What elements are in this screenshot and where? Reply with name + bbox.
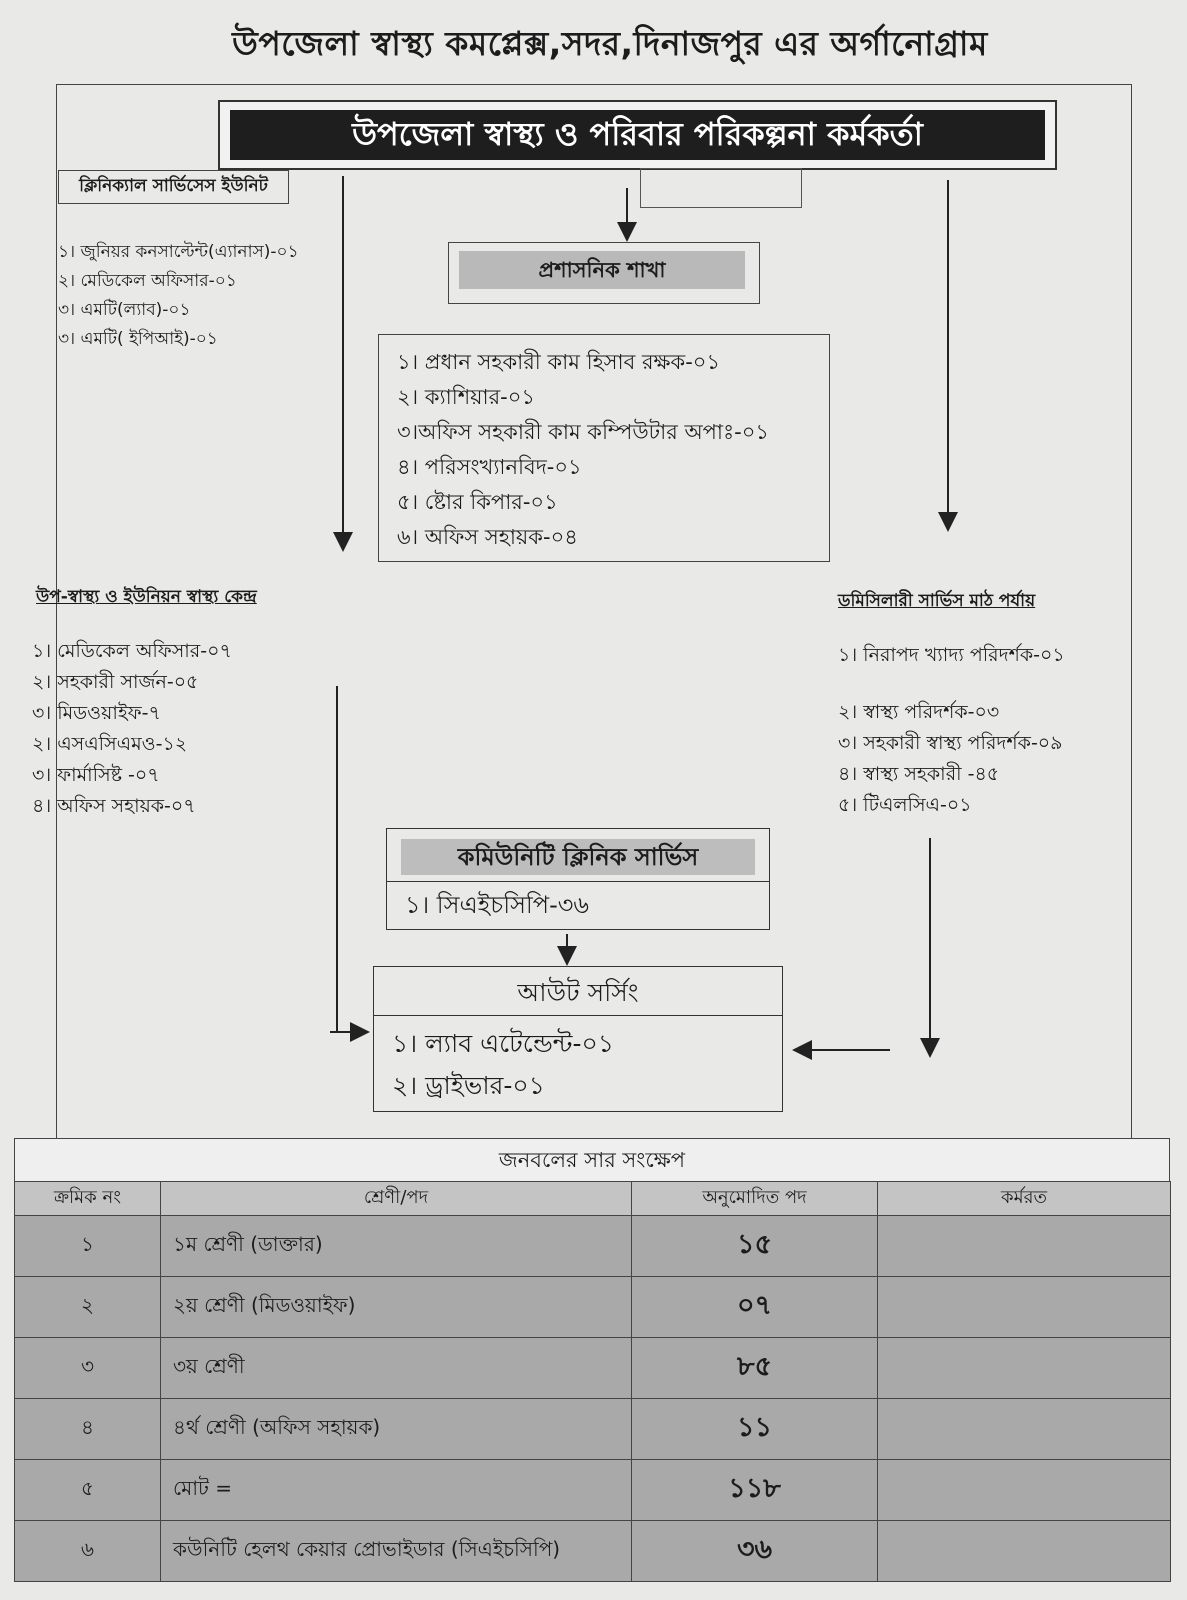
list-item: ৩। সহকারী স্বাস্থ্য পরিদর্শক-০৯ [838, 732, 1063, 754]
summary-title: জনবলের সার সংক্ষেপ [14, 1138, 1170, 1181]
list-item: ৩। এমটি( ইপিআই)-০১ [58, 329, 218, 349]
cell-serial: ৬ [15, 1521, 161, 1582]
list-item: ১। জুনিয়র কনসাল্টেন্ট(এ্যানাস)-০১ [58, 242, 299, 262]
list-item: ২। মেডিকেল অফিসার-০১ [58, 271, 237, 291]
table-row [15, 1460, 1171, 1521]
table-header-row [15, 1182, 1171, 1216]
cell-serial: ১ [15, 1216, 161, 1277]
cell-category: ১ম শ্রেণী (ডাক্তার) [161, 1216, 632, 1277]
list-item: ১। নিরাপদ খ্যাদ্য পরিদর্শক-০১ [838, 644, 1065, 666]
community-clinic-label: কমিউনিটি ক্লিনিক সার্ভিস [401, 839, 755, 875]
list-item: ৩।অফিস সহকারী কাম কম্পিউটার অপাঃ-০১ [397, 420, 770, 444]
cell-working [878, 1277, 1171, 1338]
cell-approved: ১৫ [632, 1216, 878, 1277]
table-row [15, 1521, 1171, 1582]
cell-working [878, 1460, 1171, 1521]
cell-category: মোট = [161, 1460, 632, 1521]
cell-serial: ৩ [15, 1338, 161, 1399]
list-item: ১। ল্যাব এটেন্ডেন্ট-০১ [392, 1029, 614, 1058]
list-item: ২। স্বাস্থ্য পরিদর্শক-০৩ [838, 701, 1000, 723]
list-item: ১। মেডিকেল অফিসার-০৭ [32, 640, 232, 662]
list-item: ২। সহকারী সার্জন-০৫ [32, 671, 199, 693]
cell-category: কউনিটি হেলথ কেয়ার প্রোভাইডার (সিএইচসিপি) [161, 1521, 632, 1582]
list-item: ২। ক্যাশিয়ার-০১ [397, 385, 536, 409]
cell-working [878, 1399, 1171, 1460]
outsourcing-label: আউট সর্সিং [517, 978, 639, 1007]
table-row [15, 1338, 1171, 1399]
list-item: ৩। এমটি(ল্যাব)-০১ [58, 300, 191, 320]
officer-title: উপজেলা স্বাস্থ্য ও পরিবার পরিকল্পনা কর্মকর্তা [230, 110, 1045, 160]
cell-serial: ২ [15, 1277, 161, 1338]
list-item: ৪। পরিসংখ্যানবিদ-০১ [397, 455, 582, 479]
page-title: উপজেলা স্বাস্থ্য কমপ্লেক্স,সদর,দিনাজপুর এর অর্গানোগ্রাম [232, 24, 988, 63]
table-row [15, 1277, 1171, 1338]
header-serial: ক্রমিক নং [15, 1182, 161, 1216]
list-item: ১। সিএইচসিপি-৩৬ [405, 891, 589, 919]
summary-table [14, 1138, 1170, 1582]
cell-working [878, 1521, 1171, 1582]
cell-working [878, 1216, 1171, 1277]
header-approved: অনুমোদিত পদ [632, 1182, 878, 1216]
sub-center-label: উপ-স্বাস্থ্য ও ইউনিয়ন স্বাস্থ্য কেন্দ্র [36, 587, 257, 607]
cell-approved: ৮৫ [632, 1338, 878, 1399]
admin-branch-label: প্রশাসনিক শাখা [459, 251, 745, 289]
cell-serial: ৫ [15, 1460, 161, 1521]
clinical-unit-label: ক্লিনিক্যাল সার্ভিসেস ইউনিট [58, 170, 289, 204]
list-item: ৪। অফিস সহায়ক-০৭ [32, 795, 196, 817]
list-item: ২। এসএসিএমও-১২ [32, 733, 188, 755]
domiciliary-label: ডমিসিলারী সার্ভিস মাঠ পর্যায় [838, 591, 1036, 611]
list-item: ৩। ফার্মাসিষ্ট -০৭ [32, 764, 160, 786]
cell-approved: ৩৬ [632, 1521, 878, 1582]
cell-category: ৪র্থ শ্রেণী (অফিস সহায়ক) [161, 1399, 632, 1460]
cell-category: ২য় শ্রেণী (মিডওয়াইফ) [161, 1277, 632, 1338]
list-item: ২। ড্রাইভার-০১ [392, 1071, 545, 1100]
cell-serial: ৪ [15, 1399, 161, 1460]
list-item: ৬। অফিস সহায়ক-০৪ [397, 525, 578, 549]
table-row [15, 1399, 1171, 1460]
cell-working [878, 1338, 1171, 1399]
cell-approved: ০৭ [632, 1277, 878, 1338]
header-category: শ্রেণী/পদ [161, 1182, 632, 1216]
list-item: ৪। স্বাস্থ্য সহকারী -৪৫ [838, 763, 1000, 785]
header-working: কর্মরত [878, 1182, 1171, 1216]
list-item: ৫। ষ্টোর কিপার-০১ [397, 490, 558, 514]
cell-approved: ১১ [632, 1399, 878, 1460]
cell-category: ৩য় শ্রেণী [161, 1338, 632, 1399]
table-row [15, 1216, 1171, 1277]
list-item: ১। প্রধান সহকারী কাম হিসাব রক্ষক-০১ [397, 350, 721, 374]
list-item: ৫। টিএলসিএ-০১ [838, 794, 972, 816]
list-item: ৩। মিডওয়াইফ-৭ [32, 702, 161, 724]
cell-approved: ১১৮ [632, 1460, 878, 1521]
